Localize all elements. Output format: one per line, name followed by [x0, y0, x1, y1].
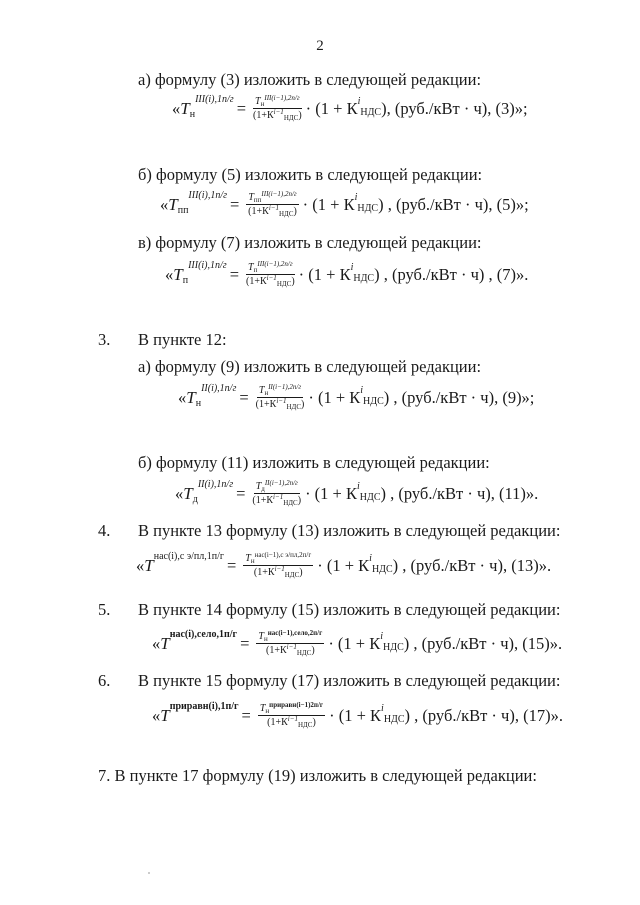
- fraction: $\frac{T_н^{нас(i-1),с э/пл,2п/г}}{(1+К^{i-1}_{НДС})}$: [245, 551, 312, 579]
- item-b-formula-5-text: б) формулу (5) изложить в следующей редакции:: [138, 165, 483, 184]
- fraction: $\frac{T_н^{III(i-1),2п/г}}{(1+К^{i-1}_{НДС})}$: [253, 94, 302, 122]
- formula-17: « T приравн(i),1п/г = $\frac{T_н^{приравн(i-1)2п/г}}{(1+К^{i-1}_{НДС})}$ · (1 + К i НДС ) , (руб./кВт · ч), (17)».: [152, 701, 563, 729]
- fraction: $\frac{T_{пп}^{III(i-1),2п/г}}{(1+К^{i-1}_{НДС})}$: [248, 190, 297, 218]
- formula-13: « T нас(i),с э/пл,1п/г = $\frac{T_н^{нас(i-1),с э/пл,2п/г}}{(1+К^{i-1}_{НДС})}$ · (1 + К i НДС ) , (руб./кВт · ч), (13)».: [136, 551, 552, 579]
- formula-5: « T пп III(i),1п/г = $\frac{T_{пп}^{III(i-1),2п/г}}{(1+К^{i-1}_{НДС})}$ · (1 + К i НДС ) , (руб./кВт · ч), (5)»;: [160, 190, 529, 218]
- item-number-5: 5.: [98, 600, 111, 619]
- item-number-4: 4.: [98, 521, 111, 540]
- fraction: $\frac{T_н^{приравн(i-1)2п/г}}{(1+К^{i-1}_{НДС})}$: [259, 701, 324, 729]
- item-6-text: В пункте 15 формулу (17) изложить в следующей редакции:: [138, 671, 561, 690]
- page-number: 2: [316, 38, 324, 54]
- item-5-text: В пункте 14 формулу (15) изложить в следующей редакции:: [138, 600, 561, 619]
- scan-speck: [148, 872, 150, 874]
- fraction: $\frac{T_д^{II(i-1),2п/г}}{(1+К^{i-1}_{НДС})}$: [252, 479, 302, 507]
- formula-3: « T н III(i),1п/г = $\frac{T_н^{III(i-1),2п/г}}{(1+К^{i-1}_{НДС})}$ · (1 + К i НДС ), (руб./кВт · ч), (3)»;: [172, 94, 528, 122]
- item-number-6: 6.: [98, 671, 111, 690]
- fraction: $\frac{T_п^{III(i-1),2п/г}}{(1+К^{i-1}_{НДС})}$: [246, 260, 295, 288]
- item-b-formula-11-text: б) формулу (11) изложить в следующей редакции:: [138, 453, 490, 472]
- formula-15: « T нас(i),село,1п/г = $\frac{T_н^{нас(i-1),село,2п/г}}{(1+К^{i-1}_{НДС})}$ · (1 + К i НДС ) , (руб./кВт · ч), (15)».: [152, 629, 563, 657]
- fraction: $\frac{T_н^{нас(i-1),село,2п/г}}{(1+К^{i-1}_{НДС})}$: [258, 629, 323, 657]
- item-v-formula-7-text: в) формулу (7) изложить в следующей редакции:: [138, 233, 482, 252]
- formula-9: « T н II(i),1п/г = $\frac{T_н^{II(i-1),2п/г}}{(1+К^{i-1}_{НДС})}$ · (1 + К i НДС ) , (руб./кВт · ч), (9)»;: [178, 383, 535, 411]
- fraction: $\frac{T_н^{II(i-1),2п/г}}{(1+К^{i-1}_{НДС})}$: [255, 383, 305, 411]
- item-7-text: 7. В пункте 17 формулу (19) изложить в следующей редакции:: [98, 766, 537, 785]
- item-a-formula-3-text: а) формулу (3) изложить в следующей редакции:: [138, 70, 482, 89]
- formula-7: « T п III(i),1п/г = $\frac{T_п^{III(i-1),2п/г}}{(1+К^{i-1}_{НДС})}$ · (1 + К i НДС ) , (руб./кВт · ч) , (7)».: [165, 260, 529, 288]
- formula-11: « T д II(i),1п/г = $\frac{T_д^{II(i-1),2п/г}}{(1+К^{i-1}_{НДС})}$ · (1 + К i НДС ) , (руб./кВт · ч), (11)».: [175, 479, 539, 507]
- item-a-formula-9-text: а) формулу (9) изложить в следующей редакции:: [138, 357, 482, 376]
- item-4-text: В пункте 13 формулу (13) изложить в следующей редакции:: [138, 521, 561, 540]
- item-number-3: 3.: [98, 330, 111, 349]
- item-3-text: В пункте 12:: [138, 330, 227, 349]
